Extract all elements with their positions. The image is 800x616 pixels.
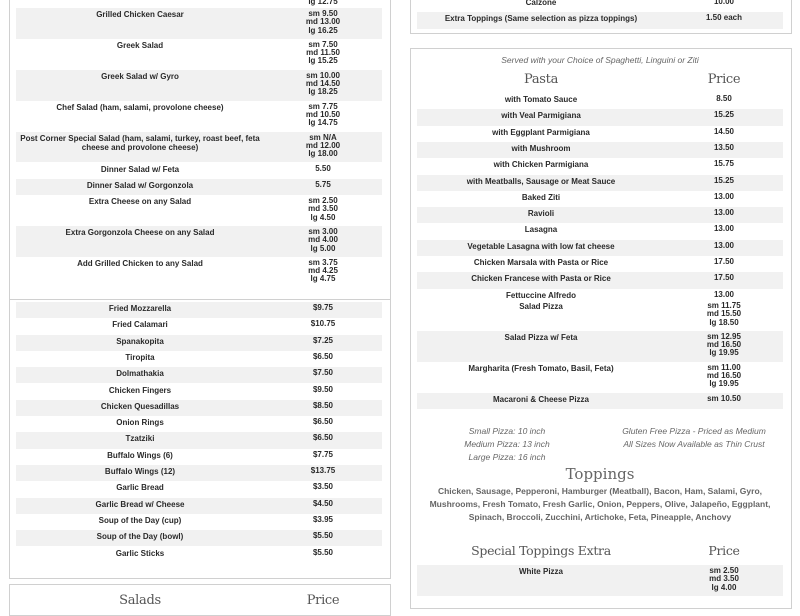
item-price: $6.50 [312, 351, 334, 361]
item-name: Chicken Quesadillas [100, 401, 180, 411]
item-name: Extra Gorgonzola Cheese on any Salad [65, 228, 215, 237]
gluten-free-note: Gluten Free Pizza - Priced as Medium [622, 426, 766, 436]
item-name: Soup of the Day (cup) [98, 515, 182, 525]
pizza-sizes [423, 425, 591, 464]
item-price: 13.00 [713, 224, 735, 234]
item-name: Greek Salad [116, 40, 164, 50]
item-price: $5.50 [312, 547, 334, 557]
item-name: Vegetable Lasagna with low fat cheese [467, 241, 615, 251]
item-price: $10.75 [310, 319, 336, 329]
menu-row [16, 195, 382, 226]
menu-row [16, 465, 382, 481]
item-name: Onion Rings [116, 418, 164, 428]
item-price: sm 3.00 md 4.00 lg 5.00 [308, 227, 338, 253]
item-name: Post Corner Special Salad (ham, salami, turkey, roast beef, feta cheese and provolone cheese) [20, 133, 260, 152]
item-name: Fried Calamari [112, 320, 168, 330]
item-price: sm 7.75 md 10.50 lg 14.75 [305, 101, 341, 128]
item-name: Chicken Marsala with Pasta or Rice [473, 258, 609, 267]
item-name: Extra Cheese on any Salad [88, 197, 192, 207]
item-name: Lasagna [524, 225, 558, 235]
menu-row [417, 223, 783, 239]
item-name: Margharita (Fresh Tomato, Basil, Feta) [468, 363, 614, 373]
menu-row [16, 8, 382, 39]
item-price: sm 7.50 md 11.50 lg 15.25 [306, 39, 340, 66]
item-name: Extra Toppings (Same selection as pizza toppings) [444, 14, 638, 24]
item-name: Dolmathakia [116, 369, 164, 379]
item-price: $3.95 [312, 514, 334, 524]
item-name: Garlic Bread w/ Cheese [95, 499, 185, 509]
item-price: 13.00 [713, 240, 735, 250]
item-name: with Eggplant Parmigiana [492, 127, 590, 137]
item-price: sm 10.50 [707, 393, 741, 403]
item-name: Spanakopita [116, 336, 164, 346]
item-name: Garlic Bread [116, 483, 164, 493]
toppings-title: Toppings [565, 465, 635, 483]
item-name: Tiropita [125, 352, 155, 362]
item-name: Fettuccine Alfredo [506, 290, 576, 300]
salads-header [16, 593, 382, 608]
menu-row [16, 449, 382, 465]
menu-row [16, 400, 382, 416]
menu-row [16, 351, 382, 367]
item-price: sm 11.00 md 16.50 lg 19.95 [706, 362, 742, 389]
menu-row [16, 257, 382, 288]
menu-row [417, 240, 783, 256]
item-name: Chicken Fingers [108, 385, 172, 395]
item-name: White Pizza [518, 567, 563, 576]
special-price-header: Price [708, 543, 740, 558]
item-price: 5.75 [315, 179, 331, 189]
item-price: 15.75 [713, 159, 735, 169]
item-price: 17.50 [713, 273, 735, 283]
item-name: Garlic Sticks [115, 548, 165, 558]
item-price: sm 12.95 md 16.50 lg 19.95 [706, 331, 742, 358]
menu-row [417, 109, 783, 125]
item-price: $9.50 [312, 384, 334, 394]
partial-price: lg 12.75 [308, 0, 338, 6]
menu-row [16, 318, 382, 334]
item-price: sm 10.00 md 14.50 lg 18.25 [305, 70, 341, 97]
item-name: Soup of the Day (bowl) [96, 532, 184, 542]
menu-row [417, 272, 783, 288]
item-price: 14.50 [713, 126, 735, 136]
menu-row [417, 93, 783, 109]
menu-row [417, 12, 783, 28]
size-medium: Medium Pizza: 13 inch [464, 439, 550, 449]
item-name: with Mushroom [511, 143, 571, 153]
menu-row [417, 191, 783, 207]
pasta-header [417, 72, 783, 87]
item-name: Salad Pizza w/ Feta [504, 332, 578, 342]
menu-row [16, 416, 382, 432]
item-price: 1.50 each [705, 13, 743, 23]
salads-title: Salads [119, 593, 161, 608]
pasta-title: Pasta [523, 72, 559, 87]
item-price: $4.50 [312, 498, 334, 508]
item-name: with Chicken Parmigiana [493, 160, 589, 170]
menu-row [417, 362, 783, 393]
menu-row [417, 126, 783, 142]
item-price: sm 3.75 md 4.25 lg 4.75 [308, 257, 338, 284]
item-price: 13.50 [713, 142, 735, 152]
menu-row [16, 384, 382, 400]
special-toppings-title: Special Toppings Extra [471, 543, 611, 558]
salads-price-header: Price [306, 593, 340, 608]
menu-row [16, 432, 382, 448]
item-price: $7.50 [312, 368, 334, 378]
item-price: sm N/A md 12.00 lg 18.00 [305, 132, 341, 159]
menu-row [16, 163, 382, 179]
toppings-list: Chicken, Sausage, Pepperoni, Hamburger (Meatball), Bacon, Ham, Salami, Gyro, Mushrooms, Fresh Tomato, Fresh Garlic, Onion, Peppers, Olive, Jalapeño, Eggplant, Spinach, Broccoli, Zucchini, Artichoke, Feta, Pineapple, Anchovy [429, 486, 771, 522]
menu-row [417, 300, 783, 331]
item-name: Chicken Francese with Pasta or Rice [471, 274, 611, 284]
item-price: sm 2.50 md 3.50 lg 4.00 [709, 566, 739, 592]
pasta-subtitle: Served with your Choice of Spaghetti, Linguini or Ziti [501, 55, 699, 65]
menu-row [417, 175, 783, 191]
menu-row [16, 498, 382, 514]
menu-row [417, 142, 783, 158]
item-name: with Meatballs, Sausage or Meat Sauce [466, 176, 616, 186]
item-price: 13.00 [713, 289, 735, 299]
item-price: $7.25 [312, 335, 334, 345]
menu-row [417, 207, 783, 223]
item-price: 10.00 [713, 0, 735, 6]
thin-crust-note: All Sizes Now Available as Thin Crust [623, 439, 765, 449]
pasta-price-header: Price [707, 72, 741, 87]
item-name: Macaroni & Cheese Pizza [492, 394, 590, 404]
item-price: 13.00 [713, 208, 735, 218]
item-name: with Tomato Sauce [504, 95, 578, 104]
item-price: $6.50 [312, 433, 334, 443]
item-name: Baked Ziti [521, 192, 561, 202]
item-name: Fried Mozzarella [108, 304, 172, 313]
item-name: Buffalo Wings (6) [107, 450, 173, 460]
menu-row [16, 302, 382, 318]
menu-row [16, 514, 382, 530]
menu-row [16, 226, 382, 257]
menu-row [417, 565, 783, 596]
gluten-notes [605, 425, 783, 451]
item-price: 15.25 [713, 175, 735, 185]
special-toppings-header [417, 543, 783, 558]
menu-row [16, 101, 382, 132]
item-name: Grilled Chicken Caesar [96, 10, 184, 19]
menu-row [16, 39, 382, 70]
menu-row [16, 179, 382, 195]
menu-row [417, 256, 783, 272]
item-price: $3.50 [312, 482, 334, 492]
item-name: Chef Salad (ham, salami, provolone cheese) [56, 102, 224, 112]
size-small: Small Pizza: 10 inch [468, 426, 546, 436]
item-price: $8.50 [312, 400, 334, 410]
menu-row [16, 530, 382, 546]
item-price: $7.75 [312, 449, 334, 459]
menu-row [16, 335, 382, 351]
item-name: Buffalo Wings (12) [104, 467, 176, 476]
item-price: 5.50 [315, 163, 331, 173]
item-name: Calzone [525, 0, 557, 7]
item-price: $9.75 [312, 303, 334, 312]
menu-row [16, 547, 382, 563]
item-price: $5.50 [312, 531, 334, 541]
item-price: sm 9.50 md 13.00 lg 16.25 [305, 9, 341, 35]
item-name: Ravioli [527, 209, 555, 219]
menu-row [417, 158, 783, 174]
item-name: Dinner Salad w/ Gorgonzola [86, 180, 194, 190]
menu-row [16, 367, 382, 383]
item-price: sm 2.50 md 3.50 lg 4.50 [308, 196, 338, 222]
item-name: Greek Salad w/ Gyro [101, 71, 179, 81]
menu-row [16, 481, 382, 497]
menu-row [417, 393, 783, 409]
item-price: 17.50 [713, 257, 735, 266]
item-price: $6.50 [312, 417, 334, 427]
item-name: Tzatziki [125, 434, 155, 444]
item-name: Add Grilled Chicken to any Salad [77, 258, 203, 268]
item-name: Dinner Salad w/ Feta [100, 164, 180, 174]
item-price: 8.50 [716, 94, 732, 103]
item-name: Salad Pizza [519, 302, 563, 311]
partial-row [16, 0, 382, 4]
size-large: Large Pizza: 16 inch [468, 452, 546, 462]
item-price: $13.75 [310, 466, 336, 475]
item-name: with Veal Parmigiana [501, 111, 581, 121]
item-price: sm 11.75 md 15.50 lg 18.50 [706, 301, 742, 327]
menu-row [417, 331, 783, 362]
menu-row [16, 70, 382, 101]
menu-row [16, 132, 382, 163]
item-price: 13.00 [713, 191, 735, 201]
item-price: 15.25 [713, 110, 735, 120]
menu-row [417, 0, 783, 12]
